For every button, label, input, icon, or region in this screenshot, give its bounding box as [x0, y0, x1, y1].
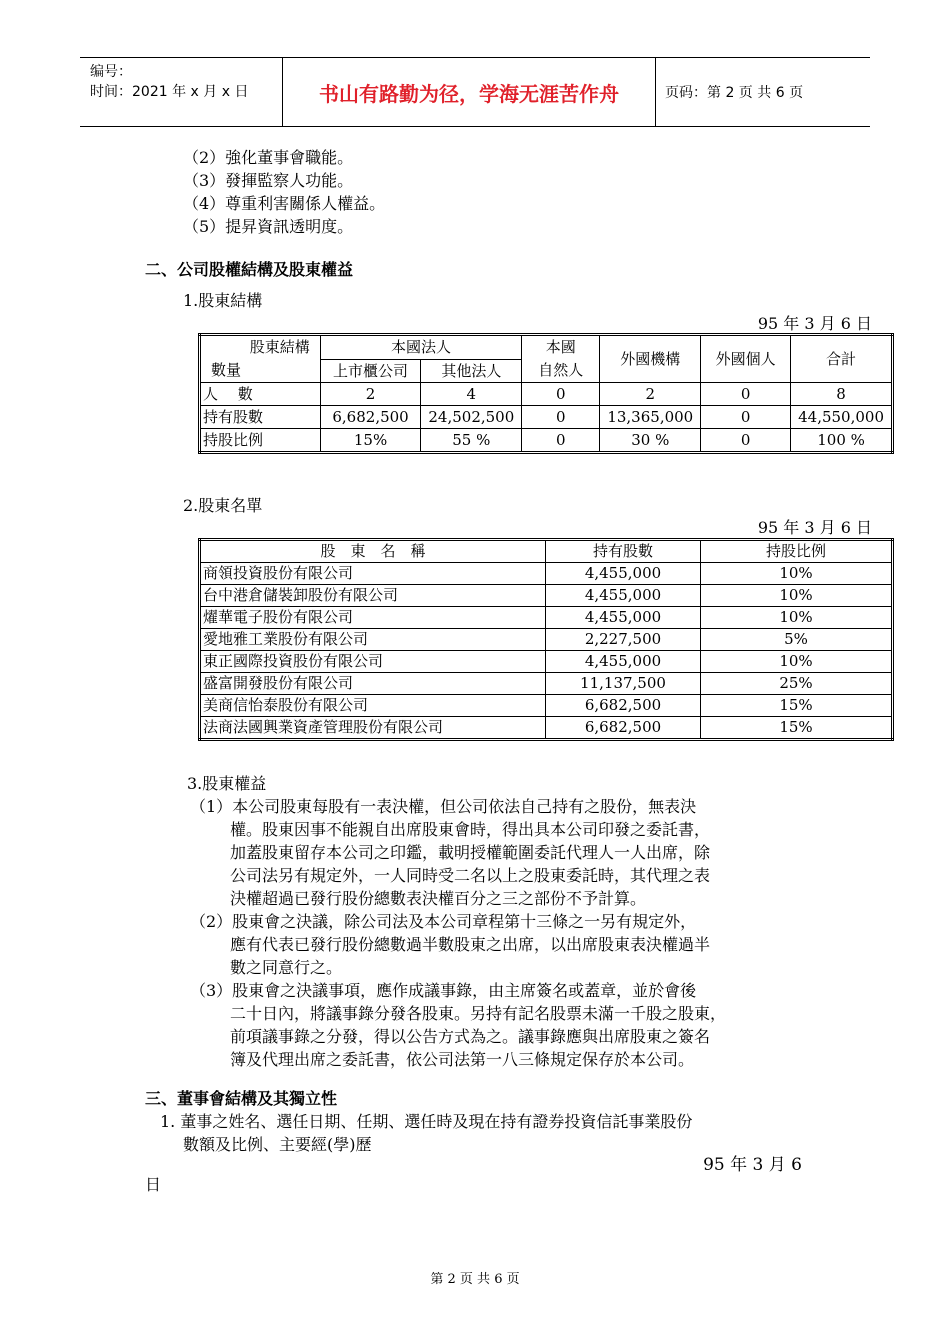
paragraph-line: 加蓋股東留存本公司之印鑑，載明授權範圍委託代理人一人出席，除 [230, 843, 711, 862]
col-header: 其他法人 [421, 359, 522, 383]
paragraph-line: 前項議事錄之分發，得以公告方式為之。議事錄應與出席股東之簽名 [230, 1027, 711, 1046]
page-header [80, 57, 870, 127]
cell: 0 [522, 383, 600, 406]
holder-shares: 2,227,500 [546, 629, 701, 651]
holder-name: 台中港倉儲裝卸股份有限公司 [200, 585, 546, 607]
total-header: 合計 [791, 335, 893, 383]
row-label: 人 數 [200, 383, 321, 406]
cell: 100 % [791, 429, 893, 453]
table-row [200, 717, 893, 740]
cell: 30 % [600, 429, 701, 453]
holder-name: 愛地雅工業股份有限公司 [200, 629, 546, 651]
list-item: （2）強化董事會職能。 [183, 148, 354, 167]
table-date: 95 年 3 月 6 日 [757, 518, 872, 537]
holder-ratio: 25% [701, 673, 893, 695]
table-date: 95 年 3 月 6 日 [757, 314, 872, 333]
cell: 0 [701, 429, 791, 453]
shareholder-list-table [198, 538, 894, 741]
subsection-title: 2.股東名單 [183, 496, 263, 515]
holder-name: 美商信怡泰股份有限公司 [200, 695, 546, 717]
holder-shares: 4,455,000 [546, 651, 701, 673]
cell: 24,502,500 [421, 406, 522, 429]
table-corner [200, 335, 321, 383]
holder-ratio: 15% [701, 695, 893, 717]
paragraph-line: （2）股東會之決議，除公司法及本公司章程第十三條之一另有規定外， [190, 912, 697, 931]
paragraph-line: 數之同意行之。 [230, 958, 343, 977]
holder-ratio: 10% [701, 585, 893, 607]
col-header: 股 東 名 稱 [200, 540, 546, 563]
holder-name: 盛富開發股份有限公司 [200, 673, 546, 695]
foreign-inst-header: 外國機構 [600, 335, 701, 383]
paragraph-line: 數額及比例、主要經(學)歷 [183, 1135, 372, 1154]
subsection-title: 3.股東權益 [187, 774, 267, 793]
cell: 6,682,500 [320, 406, 421, 429]
holder-ratio: 10% [701, 563, 893, 585]
section-title: 三、董事會結構及其獨立性 [145, 1089, 338, 1108]
paragraph-line: 權。股東因事不能親自出席股東會時，得出具本公司印發之委託書， [230, 820, 711, 839]
cell: 13,365,000 [600, 406, 701, 429]
col-header: 持有股數 [546, 540, 701, 563]
cell: 15% [320, 429, 421, 453]
holder-name: 燿華電子股份有限公司 [200, 607, 546, 629]
section-title: 二、公司股權結構及股東權益 [145, 260, 354, 279]
holder-ratio: 10% [701, 651, 893, 673]
paragraph-line: （1）本公司股東每股有一表決權，但公司依法自己持有之股份，無表決 [190, 797, 697, 816]
holder-shares: 11,137,500 [546, 673, 701, 695]
paragraph-line: 1. 董事之姓名、選任日期、任期、選任時及現在持有證券投資信託事業股份 [160, 1112, 693, 1131]
row-label: 持股比例 [200, 429, 321, 453]
cell: 4 [421, 383, 522, 406]
shareholder-structure-table [198, 333, 894, 454]
table-row [200, 383, 893, 406]
table-row [200, 429, 893, 453]
subsection-title: 1.股東結構 [183, 291, 263, 310]
cell: 44,550,000 [791, 406, 893, 429]
paragraph-line: 簿及代理出席之委託書，依公司法第一八三條規定保存於本公司。 [230, 1050, 695, 1069]
paragraph-line: 二十日內，將議事錄分發各股東。另持有記名股票未滿一千股之股東， [230, 1004, 727, 1023]
row-label: 持有股數 [200, 406, 321, 429]
serial-label: 编号： [90, 64, 132, 80]
paragraph-line: 應有代表已發行股份總數過半數股東之出席，以出席股東表決權過半 [230, 935, 711, 954]
cell: 55 % [421, 429, 522, 453]
cell: 0 [522, 406, 600, 429]
cell: 2 [320, 383, 421, 406]
holder-ratio: 5% [701, 629, 893, 651]
holder-shares: 4,455,000 [546, 563, 701, 585]
col-header: 上市櫃公司 [320, 359, 421, 383]
holder-shares: 6,682,500 [546, 695, 701, 717]
table-row [200, 406, 893, 429]
table-row [200, 585, 893, 607]
cell: 0 [701, 406, 791, 429]
cell: 0 [701, 383, 791, 406]
paragraph-line: （3）股東會之決議事項，應作成議事錄，由主席簽名或蓋章，並於會後 [190, 981, 697, 1000]
cell: 2 [600, 383, 701, 406]
cell: 0 [522, 429, 600, 453]
header-meta [80, 58, 282, 126]
holder-name: 商領投資股份有限公司 [200, 563, 546, 585]
table-date: 95 年 3 月 6 [703, 1155, 802, 1175]
header-page-info: 页码：第 2 页 共 6 页 [665, 85, 804, 101]
foreign-ind-header: 外國個人 [701, 335, 791, 383]
holder-name: 法商法國興業資產管理股份有限公司 [200, 717, 546, 740]
page-footer: 第 2 页 共 6 页 [430, 1272, 520, 1287]
date-tail: 日 [145, 1175, 162, 1194]
corner-bottom: 數量 [211, 361, 242, 379]
table-row [200, 607, 893, 629]
list-item: （3）發揮監察人功能。 [183, 171, 354, 190]
natural-person-header [522, 335, 600, 383]
natural-bottom: 自然人 [538, 361, 584, 379]
table-row [200, 673, 893, 695]
list-item: （4）尊重利害關係人權益。 [183, 194, 386, 213]
corner-top: 股東結構 [249, 338, 310, 356]
time-label: 时间：2021 年 x 月 x 日 [90, 84, 249, 100]
list-item: （5）提昇資訊透明度。 [183, 217, 354, 236]
holder-shares: 4,455,000 [546, 607, 701, 629]
holder-ratio: 15% [701, 717, 893, 740]
natural-top: 本國 [545, 338, 576, 356]
holder-shares: 6,682,500 [546, 717, 701, 740]
table-row [200, 651, 893, 673]
paragraph-line: 決權超過已發行股份總數表決權百分之三之部份不予計算。 [230, 889, 647, 908]
cell: 8 [791, 383, 893, 406]
paragraph-line: 公司法另有規定外，一人同時受二名以上之股東委託時，其代理之表 [230, 866, 711, 885]
table-row [200, 563, 893, 585]
col-header: 持股比例 [701, 540, 893, 563]
holder-ratio: 10% [701, 607, 893, 629]
table-row [200, 629, 893, 651]
holder-name: 東正國際投資股份有限公司 [200, 651, 546, 673]
group-header: 本國法人 [320, 335, 522, 360]
table-row [200, 695, 893, 717]
header-motto: 书山有路勤为径，学海无涯苦作舟 [282, 58, 656, 126]
holder-shares: 4,455,000 [546, 585, 701, 607]
